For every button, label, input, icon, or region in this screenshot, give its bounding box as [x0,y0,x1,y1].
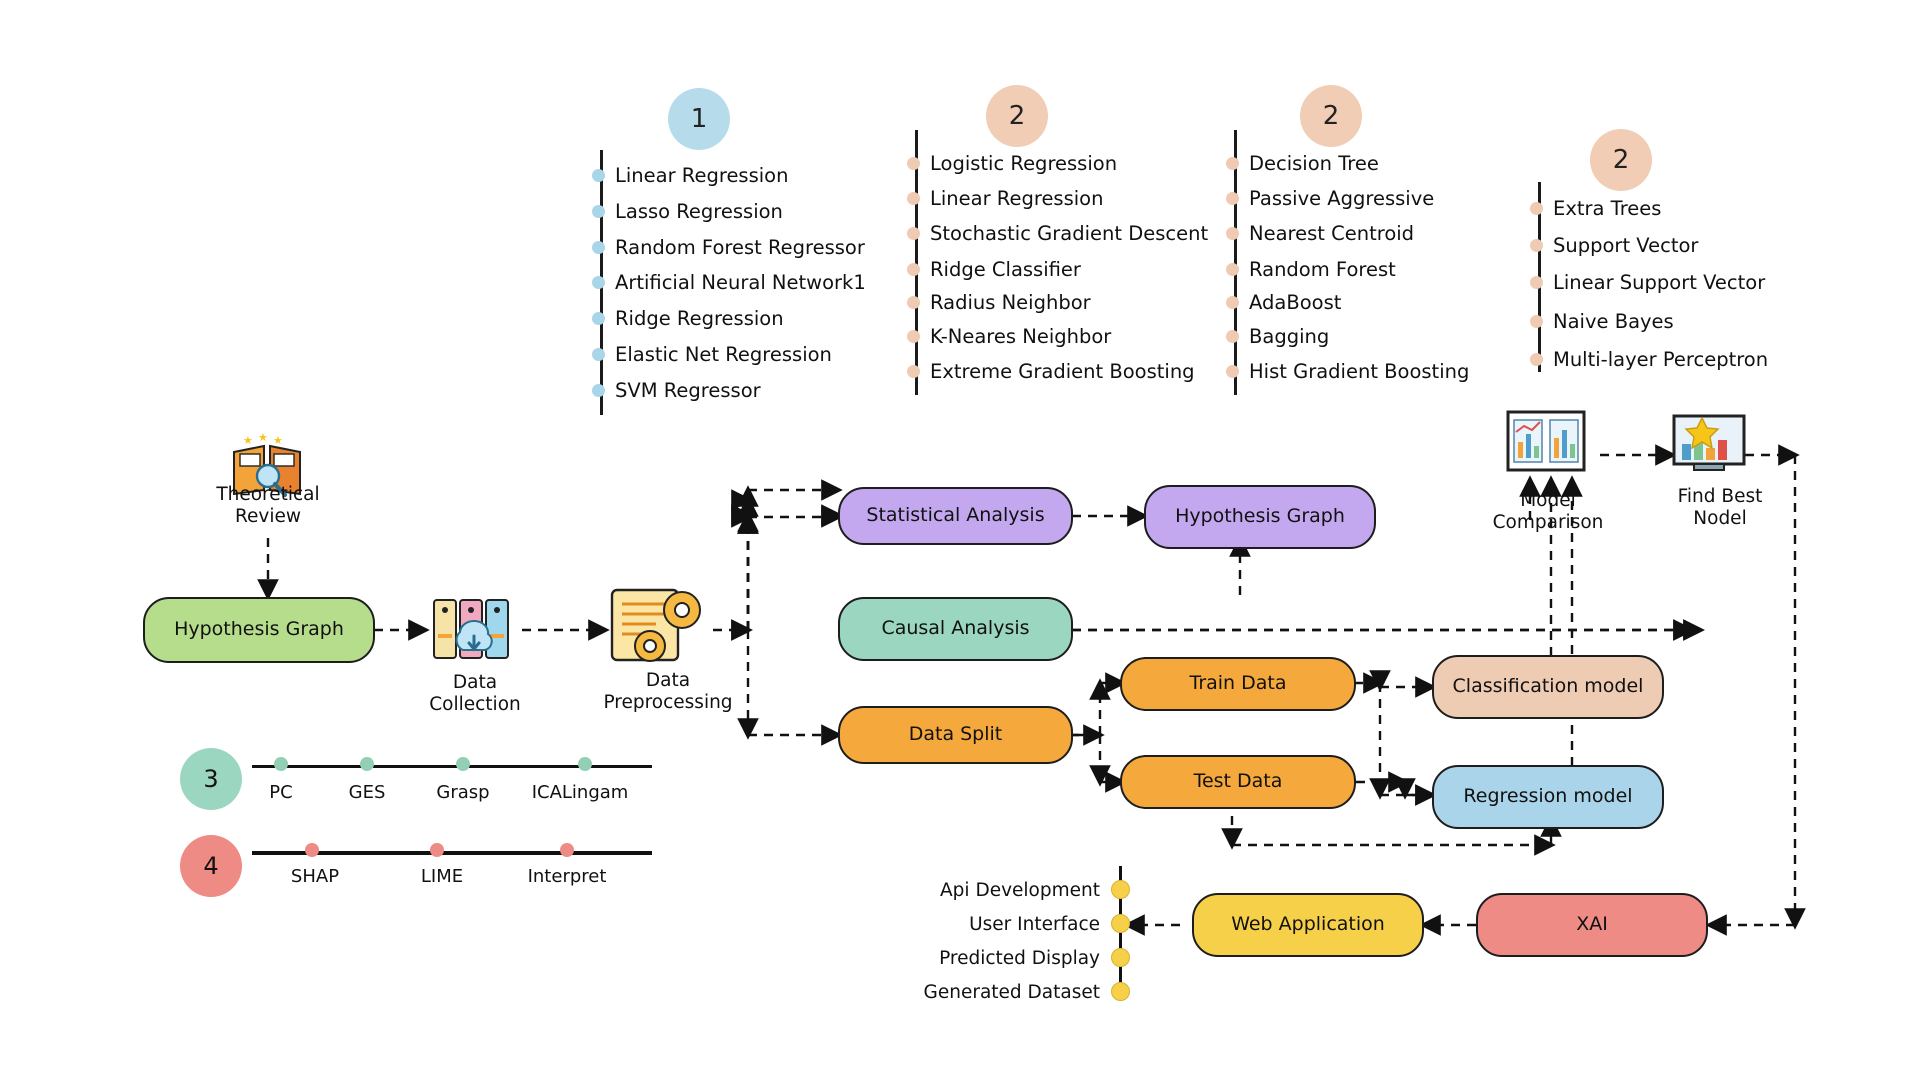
svg-text:★: ★ [258,432,268,444]
list-item [1226,360,1469,383]
node-web-application-integration[interactable]: Web Application [1192,893,1424,957]
caption-line-1: Theoretical [216,484,320,505]
list-item [1226,152,1379,175]
model-column-badge: 1 [668,88,730,150]
list-item-label: K-Neares Neighbor [930,325,1112,348]
list-item [907,222,1208,245]
node-causal-analysis[interactable]: Causal Analysis [838,597,1073,661]
list-item [907,291,1091,314]
causal-method-dot [274,757,288,771]
caption-line-1: Data [452,672,498,693]
node-label: Test Data [1193,770,1283,793]
list-item-label: Nearest Centroid [1249,222,1415,245]
list-item [1226,258,1396,281]
node-xai[interactable]: XAI [1476,893,1708,957]
list-item [907,325,1111,348]
web-output-dot [1111,982,1130,1001]
list-item-label: Random Forest Regressor [615,236,865,259]
node-label: Train Data [1189,672,1287,695]
list-item [907,360,1195,383]
data-collection-caption [405,672,545,716]
caption-line-2: Collection [429,694,521,716]
web-output-dot [1111,948,1130,967]
list-item-label: Random Forest [1249,258,1396,281]
model-comparison-icon [1506,410,1586,480]
model-comparison-caption [1478,490,1618,534]
find-best-model-icon [1672,414,1746,480]
caption-line-2: Review [234,506,301,528]
list-item [592,164,788,187]
model-column-badge: 2 [1300,85,1362,147]
find-best-model-caption [1650,486,1790,530]
list-item [907,152,1117,175]
list-item [1226,187,1434,210]
xai-method-dot [560,843,574,857]
list-item [1530,234,1698,257]
list-item [1530,197,1661,220]
list-item-label: Linear Regression [930,187,1104,210]
web-output-label: Predicted Display [939,948,1100,969]
node-label: Data Split [908,723,1003,746]
caption-line-1: Find Best [1677,486,1763,507]
caption-line-2: Nodel [1693,508,1747,530]
list-item [592,200,783,223]
list-item [907,258,1081,281]
svg-text:★: ★ [243,434,253,447]
list-item-label: Radius Neighbor [930,291,1091,314]
xai-method-dot [430,843,444,857]
list-item-label: Hist Gradient Boosting [1249,360,1470,383]
list-item-label: Bagging [1249,325,1330,348]
causal-method-label: GES [348,782,386,803]
list-item [592,343,832,366]
causal-method-dot [578,757,592,771]
causal-method-dot [360,757,374,771]
list-item [1530,310,1674,333]
model-column-badge: 2 [1590,129,1652,191]
data-preprocessing-icon [606,586,710,670]
list-item-label: Linear Support Vector [1553,271,1766,294]
list-item [1226,325,1329,348]
web-output-label: Api Development [940,880,1100,901]
list-item-label: Extra Trees [1553,197,1662,220]
list-item [592,307,784,330]
xai-method-label: SHAP [290,866,340,887]
node-statistical-analysis[interactable] [838,487,1073,545]
web-output-label: User Interface [969,914,1100,935]
list-item-label: Passive Aggressive [1249,187,1435,210]
list-item-label: Decision Tree [1249,152,1379,175]
node-train-data[interactable] [1120,657,1356,711]
list-item-label: Support Vector [1553,234,1699,257]
causal-method-dot [456,757,470,771]
node-test-data[interactable] [1120,755,1356,809]
list-item [1530,348,1768,371]
list-item [592,236,865,259]
list-item-label: Linear Regression [615,164,789,187]
xai-methods-badge: 4 [180,835,242,897]
node-classification-model[interactable]: Classification model [1432,655,1664,719]
list-item-label: SVM Regressor [615,379,761,402]
model-column-badge: 2 [986,85,1048,147]
list-item-label: AdaBoost [1249,291,1342,314]
list-item-label: Multi-layer Perceptron [1553,348,1769,371]
list-item-label: Logistic Regression [930,152,1118,175]
node-label: Statistical Analysis [866,504,1045,527]
list-item-label: Elastic Net Regression [615,343,832,366]
node-hypothesis-graph-formulation[interactable]: Hypothesis Graph [143,597,375,663]
list-item-label: Ridge Regression [615,307,784,330]
list-item [1530,271,1765,294]
caption-line-2: Comparison [1492,512,1604,534]
node-regression-model[interactable]: Regression model [1432,765,1664,829]
list-item-label: Artificial Neural Network1 [615,271,866,294]
list-item-label: Lasso Regression [615,200,783,223]
list-item-label: Naive Bayes [1553,310,1674,333]
list-item-label: Ridge Classifier [930,258,1081,281]
data-preprocessing-caption [588,670,748,714]
causal-method-label: Grasp [436,782,490,803]
list-item-label: Extreme Gradient Boosting [930,360,1195,383]
xai-method-label: Interpret [527,866,607,887]
web-output-dot [1111,914,1130,933]
web-output-label: Generated Dataset [923,982,1100,1003]
node-hypothesis-graph-testing[interactable]: Hypothesis Graph [1144,485,1376,549]
list-item [1226,291,1341,314]
xai-method-dot [305,843,319,857]
causal-method-label: PC [269,782,293,803]
svg-text:★: ★ [273,434,283,447]
data-collection-icon [430,594,520,670]
caption-line-2: Preprocessing [603,692,733,714]
list-item [907,187,1103,210]
list-item [592,271,866,294]
causal-methods-badge: 3 [180,748,242,810]
node-data-split[interactable] [838,706,1073,764]
web-output-dot [1111,880,1130,899]
caption-line-1: Data [645,670,691,691]
caption-line-1: Model [1520,490,1576,511]
list-item-label: Stochastic Gradient Descent [930,222,1209,245]
causal-methods-axis [252,765,652,768]
list-item [1226,222,1414,245]
theoretical-review-caption [198,484,338,528]
list-item [592,379,761,402]
causal-method-label: ICALingam [531,782,629,803]
xai-method-label: LIME [420,866,464,887]
